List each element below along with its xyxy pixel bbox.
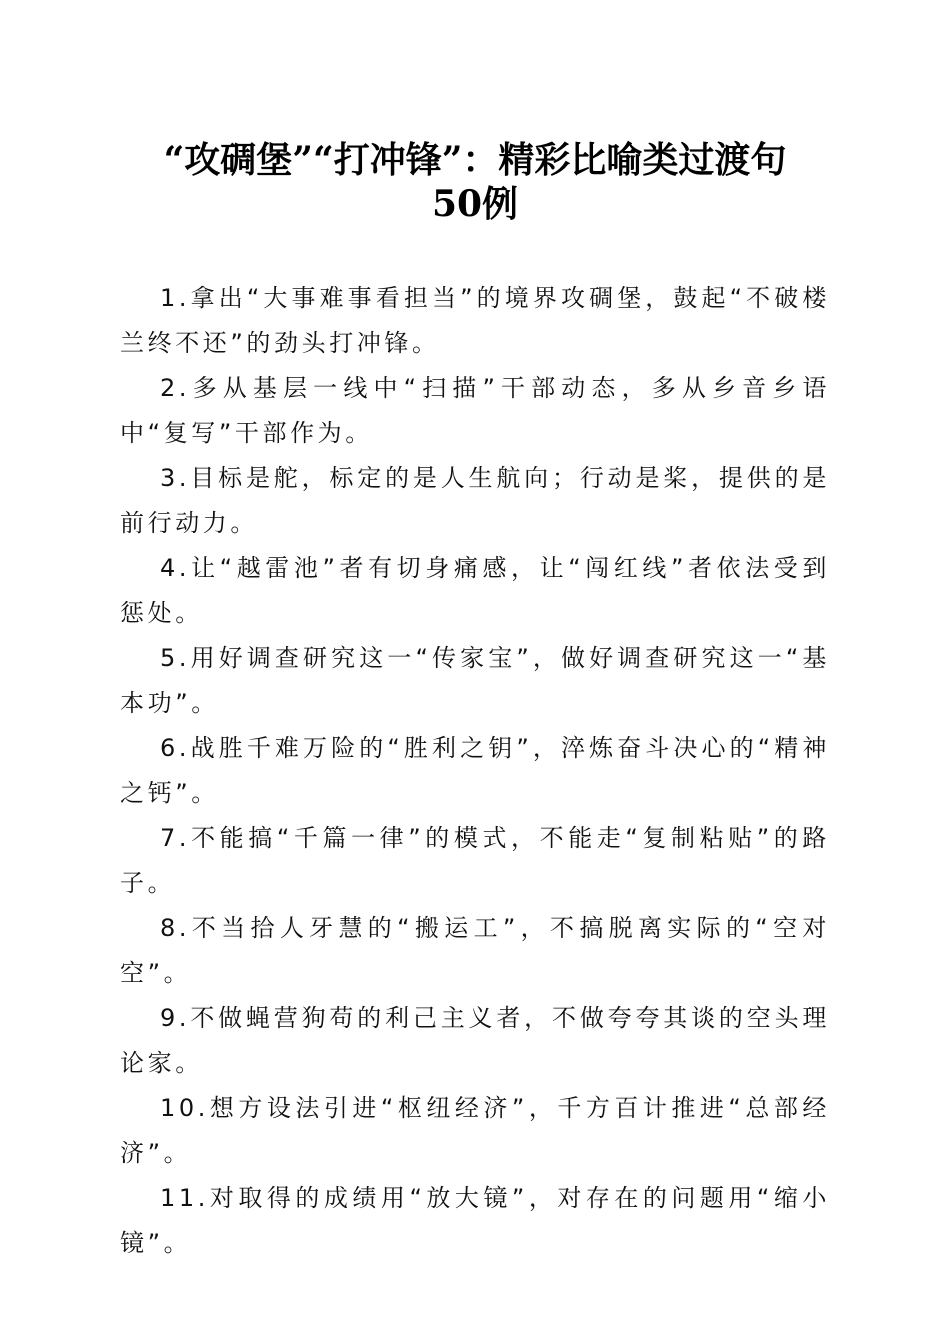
paragraph-6: 6.战胜千难万险的“胜利之钥”，淬炼奋斗决心的“精神之钙”。 — [120, 734, 830, 807]
paragraph-5: 5.用好调查研究这一“传家宝”，做好调查研究这一“基本功”。 — [120, 644, 830, 717]
document-body — [120, 276, 830, 1266]
paragraph-9: 9.不做蝇营狗苟的利己主义者，不做夸夸其谈的空头理论家。 — [120, 1004, 830, 1077]
paragraph-3: 3.目标是舵，标定的是人生航向；行动是桨，提供的是前行动力。 — [120, 464, 830, 537]
paragraph-4: 4.让“越雷池”者有切身痛感，让“闯红线”者依法受到惩处。 — [120, 554, 830, 627]
document-title-subline: 50例 — [431, 183, 519, 225]
paragraph-8: 8.不当拾人牙慧的“搬运工”，不搞脱离实际的“空对空”。 — [120, 914, 830, 987]
document-title: “攻碉堡”“打冲锋”：精彩比喻类过渡句 — [163, 139, 787, 181]
paragraph-11: 11.对取得的成绩用“放大镜”，对存在的问题用“缩小镜”。 — [120, 1184, 830, 1257]
paragraph-10: 10.想方设法引进“枢纽经济”，千方百计推进“总部经济”。 — [120, 1094, 830, 1167]
paragraph-7: 7.不能搞“千篇一律”的模式，不能走“复制粘贴”的路子。 — [120, 824, 830, 897]
paragraph-2: 2.多从基层一线中“扫描”干部动态，多从乡音乡语中“复写”干部作为。 — [120, 374, 830, 447]
paragraph-1: 1.拿出“大事难事看担当”的境界攻碉堡，鼓起“不破楼兰终不还”的劲头打冲锋。 — [120, 284, 830, 357]
